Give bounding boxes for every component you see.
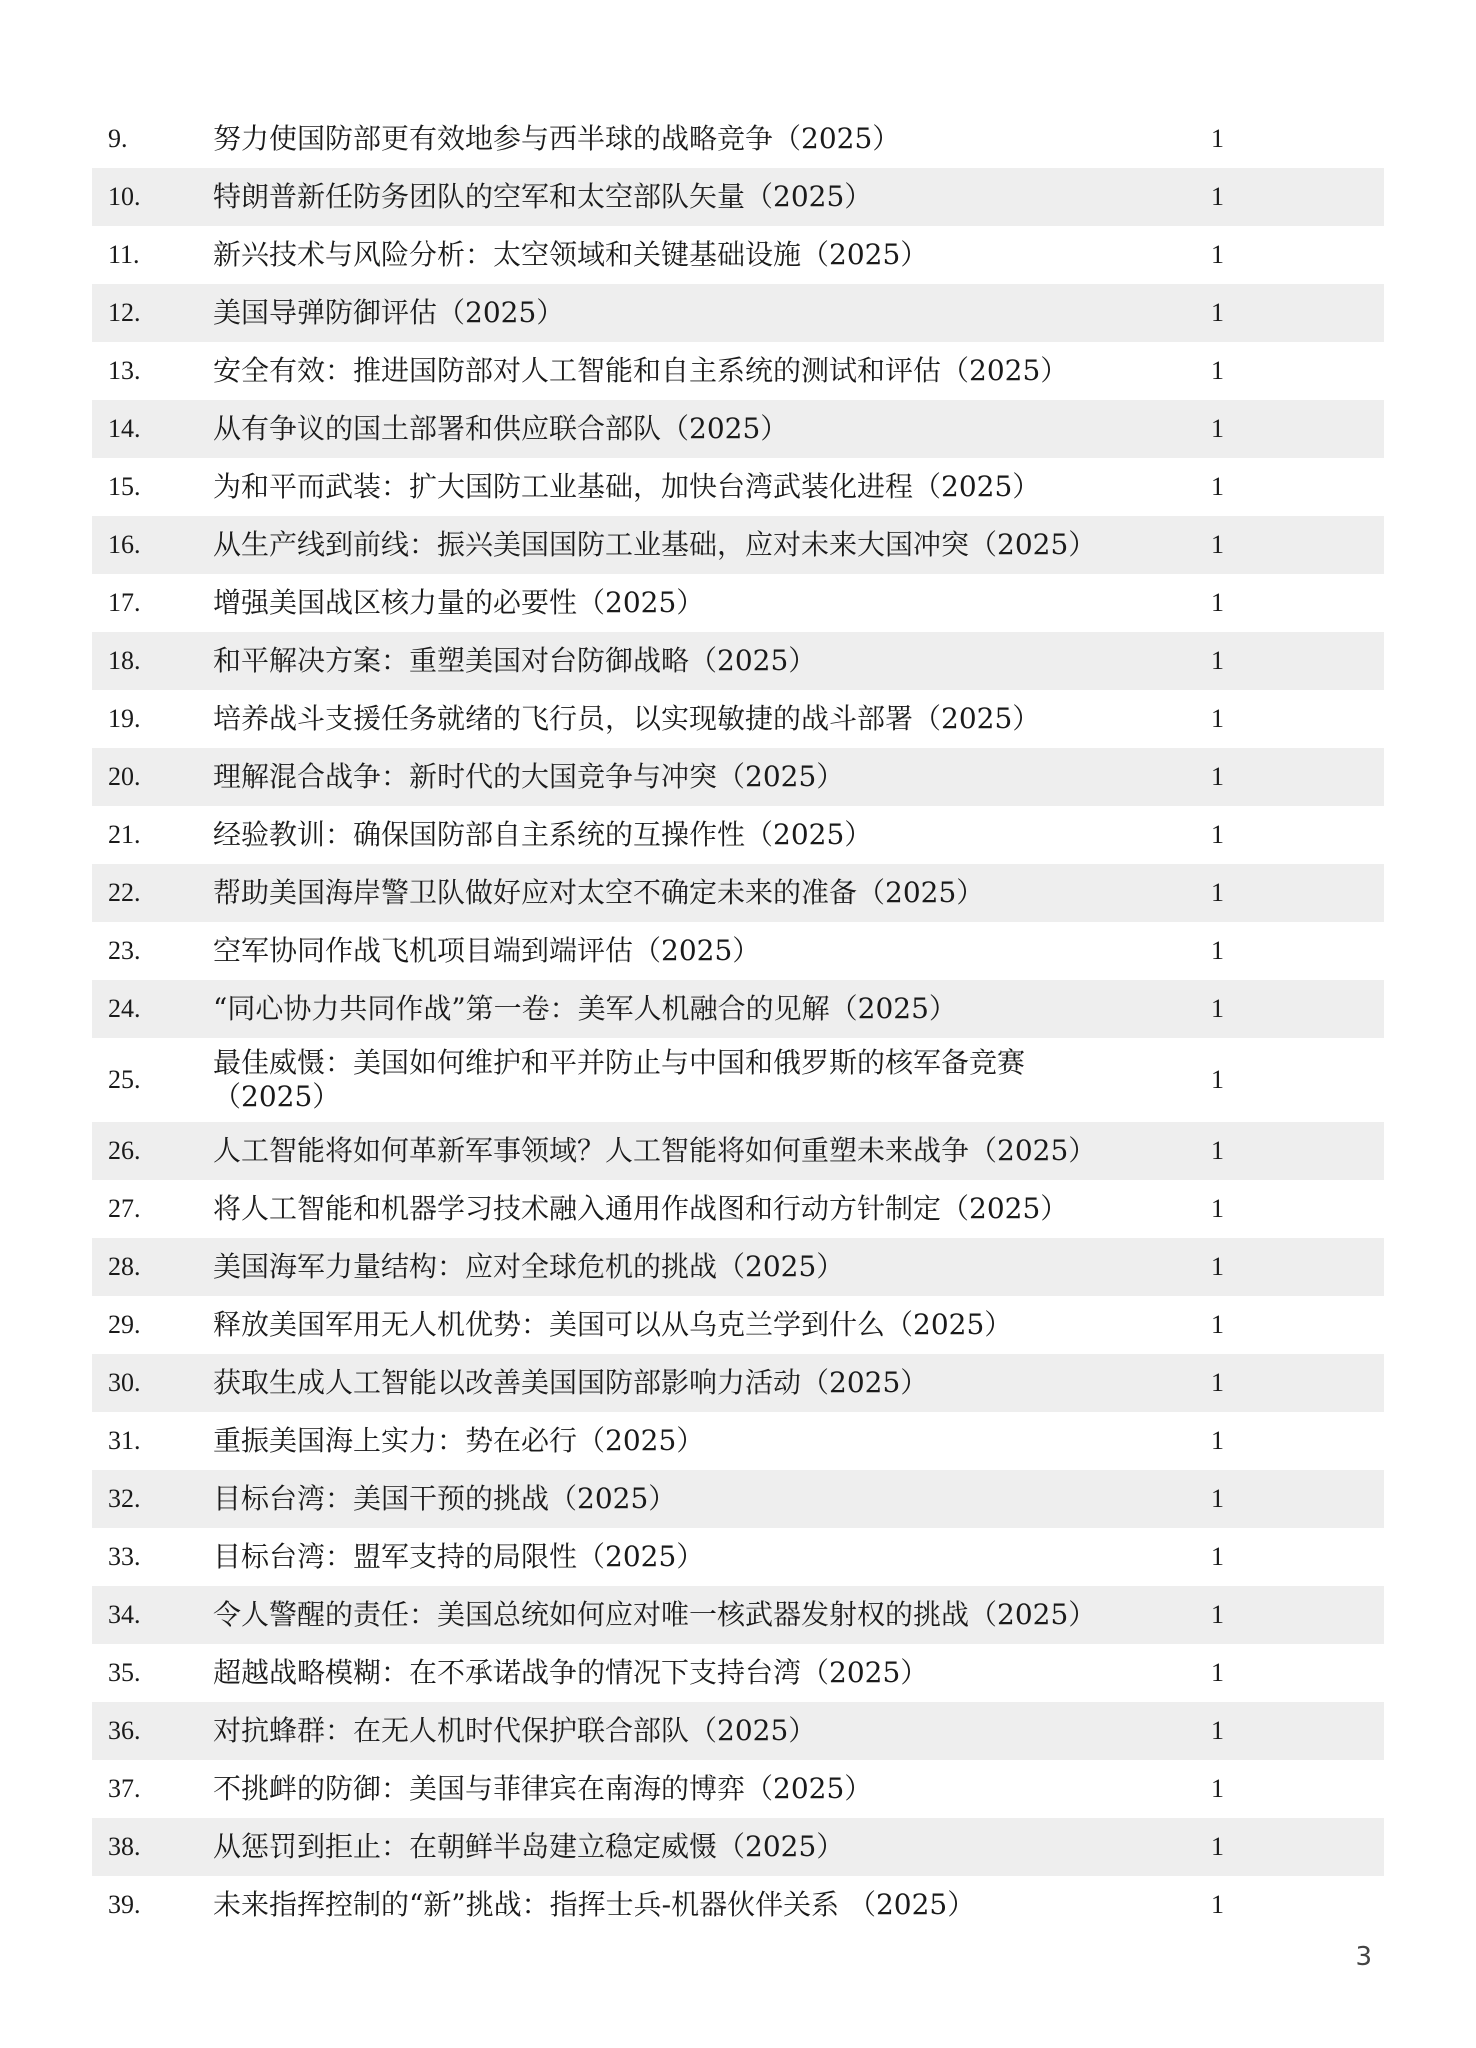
row-title: 为和平而武装：扩大国防工业基础，加快台湾武装化进程（2025） [213, 470, 1041, 503]
table-row [92, 1876, 1384, 1934]
document-table [92, 110, 1384, 1934]
table-row [92, 226, 1384, 284]
row-count: 1 [1211, 588, 1224, 617]
table-row [92, 864, 1384, 922]
table-row [92, 1412, 1384, 1470]
row-number: 24. [108, 994, 141, 1023]
table-row [92, 980, 1384, 1038]
row-count: 1 [1211, 356, 1224, 385]
row-number: 37. [108, 1774, 141, 1803]
table-row [92, 284, 1384, 342]
table-row [92, 516, 1384, 574]
row-title: 超越战略模糊：在不承诺战争的情况下支持台湾（2025） [213, 1656, 929, 1689]
row-title: 美国导弹防御评估（2025） [213, 296, 565, 329]
row-count: 1 [1211, 1426, 1224, 1455]
row-title: 经验教训：确保国防部自主系统的互操作性（2025） [213, 818, 873, 851]
row-title: 从惩罚到拒止：在朝鲜半岛建立稳定威慑（2025） [213, 1830, 845, 1863]
row-number: 18. [108, 646, 141, 675]
row-count: 1 [1211, 472, 1224, 501]
row-count: 1 [1211, 240, 1224, 269]
table-row [92, 168, 1384, 226]
row-number: 31. [108, 1426, 141, 1455]
row-title: 增强美国战区核力量的必要性（2025） [213, 586, 705, 619]
row-count: 1 [1211, 414, 1224, 443]
row-number: 26. [108, 1136, 141, 1165]
table-row [92, 690, 1384, 748]
row-number: 38. [108, 1832, 141, 1861]
row-title: 新兴技术与风险分析：太空领域和关键基础设施（2025） [213, 238, 929, 271]
row-number: 15. [108, 472, 141, 501]
page-number: 3 [1355, 1942, 1372, 1972]
table-row [92, 1354, 1384, 1412]
row-count: 1 [1211, 298, 1224, 327]
row-number: 35. [108, 1658, 141, 1687]
row-title: 目标台湾：美国干预的挑战（2025） [213, 1482, 677, 1515]
row-count: 1 [1211, 1774, 1224, 1803]
row-number: 28. [108, 1252, 141, 1281]
table-row [92, 748, 1384, 806]
row-count: 1 [1211, 1832, 1224, 1861]
row-number: 23. [108, 936, 141, 965]
row-count: 1 [1211, 1310, 1224, 1339]
row-title: 从有争议的国土部署和供应联合部队（2025） [213, 412, 789, 445]
table-row [92, 632, 1384, 690]
row-number: 20. [108, 762, 141, 791]
row-count: 1 [1211, 646, 1224, 675]
row-title: 努力使国防部更有效地参与西半球的战略竞争（2025） [213, 122, 901, 155]
table-row [92, 400, 1384, 458]
row-count: 1 [1211, 1600, 1224, 1629]
row-title: 目标台湾：盟军支持的局限性（2025） [213, 1540, 705, 1573]
row-count: 1 [1211, 704, 1224, 733]
row-title: 未来指挥控制的“新”挑战：指挥士兵-机器伙伴关系 （2025） [213, 1888, 976, 1921]
row-title: 和平解决方案：重塑美国对台防御战略（2025） [213, 644, 817, 677]
row-number: 9. [108, 124, 128, 153]
row-number: 14. [108, 414, 141, 443]
row-count: 1 [1211, 762, 1224, 791]
row-number: 29. [108, 1310, 141, 1339]
row-number: 27. [108, 1194, 141, 1223]
row-count: 1 [1211, 1065, 1224, 1094]
row-count: 1 [1211, 1194, 1224, 1223]
row-title: 释放美国军用无人机优势：美国可以从乌克兰学到什么（2025） [213, 1308, 1013, 1341]
row-count: 1 [1211, 1890, 1224, 1919]
table-row [92, 1238, 1384, 1296]
table-row [92, 1644, 1384, 1702]
row-title: 理解混合战争：新时代的大国竞争与冲突（2025） [213, 760, 845, 793]
row-number: 13. [108, 356, 141, 385]
row-count: 1 [1211, 994, 1224, 1023]
row-number: 19. [108, 704, 141, 733]
table-row [92, 342, 1384, 400]
row-count: 1 [1211, 1484, 1224, 1513]
row-count: 1 [1211, 1368, 1224, 1397]
table-row [92, 1038, 1384, 1122]
row-title: 令人警醒的责任：美国总统如何应对唯一核武器发射权的挑战（2025） [213, 1598, 1097, 1631]
row-count: 1 [1211, 1542, 1224, 1571]
row-title: 安全有效：推进国防部对人工智能和自主系统的测试和评估（2025） [213, 354, 1069, 387]
row-number: 33. [108, 1542, 141, 1571]
table-row [92, 1586, 1384, 1644]
table-row [92, 110, 1384, 168]
row-count: 1 [1211, 1658, 1224, 1687]
table-row [92, 1122, 1384, 1180]
row-count: 1 [1211, 124, 1224, 153]
row-number: 17. [108, 588, 141, 617]
row-title: 特朗普新任防务团队的空军和太空部队矢量（2025） [213, 180, 873, 213]
row-number: 39. [108, 1890, 141, 1919]
table-row [92, 1296, 1384, 1354]
row-number: 10. [108, 182, 141, 211]
row-count: 1 [1211, 936, 1224, 965]
table-row [92, 1180, 1384, 1238]
table-row [92, 1818, 1384, 1876]
row-number: 25. [108, 1065, 141, 1094]
row-number: 16. [108, 530, 141, 559]
row-title: 空军协同作战飞机项目端到端评估（2025） [213, 934, 761, 967]
row-count: 1 [1211, 1716, 1224, 1745]
row-number: 11. [108, 240, 140, 269]
row-count: 1 [1211, 1136, 1224, 1165]
table-row [92, 574, 1384, 632]
row-title: 重振美国海上实力：势在必行（2025） [213, 1424, 705, 1457]
row-count: 1 [1211, 1252, 1224, 1281]
row-number: 30. [108, 1368, 141, 1397]
row-title: 帮助美国海岸警卫队做好应对太空不确定未来的准备（2025） [213, 876, 985, 909]
row-count: 1 [1211, 820, 1224, 849]
row-number: 22. [108, 878, 141, 907]
row-title: 将人工智能和机器学习技术融入通用作战图和行动方针制定（2025） [213, 1192, 1069, 1225]
row-count: 1 [1211, 878, 1224, 907]
table-row [92, 1760, 1384, 1818]
row-title: 人工智能将如何革新军事领域？人工智能将如何重塑未来战争（2025） [213, 1134, 1097, 1167]
row-title: “同心协力共同作战”第一卷：美军人机融合的见解（2025） [213, 992, 957, 1025]
row-number: 34. [108, 1600, 141, 1629]
table-row [92, 458, 1384, 516]
row-number: 36. [108, 1716, 141, 1745]
row-count: 1 [1211, 530, 1224, 559]
row-title: 从生产线到前线：振兴美国国防工业基础，应对未来大国冲突（2025） [213, 528, 1097, 561]
table-row [92, 922, 1384, 980]
table-row [92, 1528, 1384, 1586]
table-row [92, 806, 1384, 864]
table-row [92, 1470, 1384, 1528]
row-title: 对抗蜂群：在无人机时代保护联合部队（2025） [213, 1714, 817, 1747]
row-number: 12. [108, 298, 141, 327]
row-title: 获取生成人工智能以改善美国国防部影响力活动（2025） [213, 1366, 929, 1399]
table-row [92, 1702, 1384, 1760]
row-title: 最佳威慑：美国如何维护和平并防止与中国和俄罗斯的核军备竞赛 （2025） [213, 1046, 1026, 1113]
row-title: 培养战斗支援任务就绪的飞行员，以实现敏捷的战斗部署（2025） [213, 702, 1041, 735]
row-title: 美国海军力量结构：应对全球危机的挑战（2025） [213, 1250, 845, 1283]
row-count: 1 [1211, 182, 1224, 211]
row-title: 不挑衅的防御：美国与菲律宾在南海的博弈（2025） [213, 1772, 873, 1805]
row-number: 32. [108, 1484, 141, 1513]
row-number: 21. [108, 820, 141, 849]
